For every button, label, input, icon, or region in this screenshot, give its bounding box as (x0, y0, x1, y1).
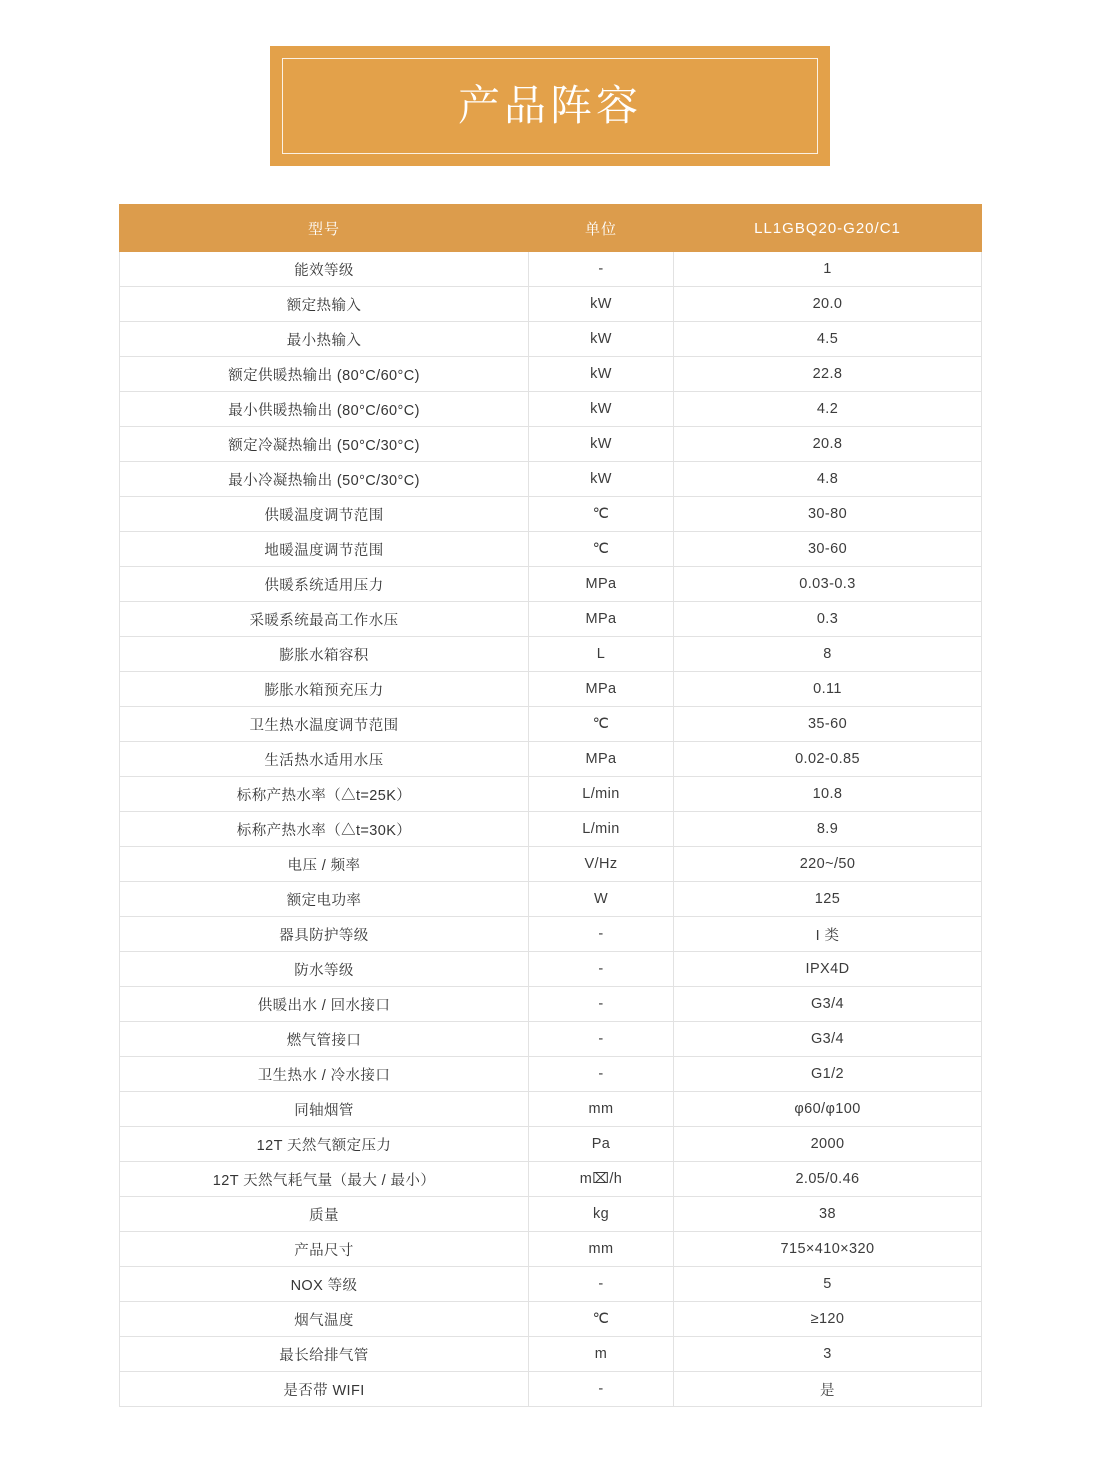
cell-parameter-name: 器具防护等级 (120, 917, 529, 952)
cell-parameter-name: 供暖出水 / 回水接口 (120, 987, 529, 1022)
cell-unit: kW (529, 392, 674, 427)
cell-unit: MPa (529, 567, 674, 602)
cell-unit: ℃ (529, 707, 674, 742)
table-row (120, 567, 982, 602)
banner-container (0, 46, 1100, 166)
cell-parameter-name: 同轴烟管 (120, 1092, 529, 1127)
cell-unit: kW (529, 462, 674, 497)
cell-parameter-name: 是否带 WIFI (120, 1372, 529, 1407)
spec-table-head (120, 205, 982, 252)
cell-parameter-name: 额定热输入 (120, 287, 529, 322)
spec-table-body (120, 252, 982, 1407)
cell-parameter-name: NOX 等级 (120, 1267, 529, 1302)
cell-value: 0.02-0.85 (674, 742, 982, 777)
cell-value: 4.5 (674, 322, 982, 357)
title-banner (270, 46, 830, 166)
cell-value: 20.0 (674, 287, 982, 322)
cell-parameter-name: 电压 / 频率 (120, 847, 529, 882)
table-row (120, 1057, 982, 1092)
table-header-row (120, 205, 982, 252)
cell-value: I 类 (674, 917, 982, 952)
cell-value: 125 (674, 882, 982, 917)
cell-value: 0.11 (674, 672, 982, 707)
table-row (120, 707, 982, 742)
cell-parameter-name: 产品尺寸 (120, 1232, 529, 1267)
cell-unit: ℃ (529, 497, 674, 532)
table-row (120, 252, 982, 287)
cell-value: 35-60 (674, 707, 982, 742)
cell-value: 30-80 (674, 497, 982, 532)
table-row (120, 847, 982, 882)
table-row (120, 672, 982, 707)
cell-parameter-name: 质量 (120, 1197, 529, 1232)
cell-parameter-name: 膨胀水箱预充压力 (120, 672, 529, 707)
cell-parameter-name: 额定电功率 (120, 882, 529, 917)
cell-parameter-name: 最小冷凝热输出 (50°C/30°C) (120, 462, 529, 497)
table-row (120, 1232, 982, 1267)
cell-value: G1/2 (674, 1057, 982, 1092)
cell-unit: mm (529, 1092, 674, 1127)
cell-parameter-name: 12T 天然气额定压力 (120, 1127, 529, 1162)
cell-unit: - (529, 952, 674, 987)
cell-value: 22.8 (674, 357, 982, 392)
cell-unit: m (529, 1337, 674, 1372)
cell-value: ≥120 (674, 1302, 982, 1337)
cell-value: 20.8 (674, 427, 982, 462)
bottom-spacer (0, 1407, 1100, 1467)
cell-value: IPX4D (674, 952, 982, 987)
cell-unit: MPa (529, 602, 674, 637)
cell-unit: m⌧/h (529, 1162, 674, 1197)
cell-unit: kW (529, 287, 674, 322)
cell-value: 220~/50 (674, 847, 982, 882)
cell-unit: ℃ (529, 532, 674, 567)
cell-unit: kg (529, 1197, 674, 1232)
table-row (120, 1267, 982, 1302)
cell-unit: - (529, 1057, 674, 1092)
cell-parameter-name: 卫生热水温度调节范围 (120, 707, 529, 742)
cell-unit: - (529, 1022, 674, 1057)
table-row (120, 1022, 982, 1057)
cell-value: 8 (674, 637, 982, 672)
cell-value: φ60/φ100 (674, 1092, 982, 1127)
cell-unit: kW (529, 322, 674, 357)
cell-parameter-name: 供暖系统适用压力 (120, 567, 529, 602)
table-row (120, 1302, 982, 1337)
cell-parameter-name: 最小供暖热输出 (80°C/60°C) (120, 392, 529, 427)
cell-unit: L (529, 637, 674, 672)
cell-unit: MPa (529, 672, 674, 707)
table-row (120, 637, 982, 672)
cell-value: 3 (674, 1337, 982, 1372)
cell-parameter-name: 卫生热水 / 冷水接口 (120, 1057, 529, 1092)
cell-parameter-name: 12T 天然气耗气量（最大 / 最小） (120, 1162, 529, 1197)
cell-value: 是 (674, 1372, 982, 1407)
cell-parameter-name: 地暖温度调节范围 (120, 532, 529, 567)
cell-unit: L/min (529, 812, 674, 847)
cell-value: 0.3 (674, 602, 982, 637)
table-row (120, 952, 982, 987)
cell-parameter-name: 供暖温度调节范围 (120, 497, 529, 532)
table-row (120, 287, 982, 322)
table-row (120, 322, 982, 357)
table-row (120, 462, 982, 497)
cell-unit: Pa (529, 1127, 674, 1162)
table-row (120, 882, 982, 917)
table-row (120, 357, 982, 392)
cell-parameter-name: 额定供暖热输出 (80°C/60°C) (120, 357, 529, 392)
table-row (120, 1372, 982, 1407)
cell-value: 2.05/0.46 (674, 1162, 982, 1197)
spec-table-container (119, 204, 981, 1407)
cell-parameter-name: 膨胀水箱容积 (120, 637, 529, 672)
spec-table (119, 204, 982, 1407)
cell-unit: kW (529, 427, 674, 462)
column-header-model: 型号 (120, 205, 529, 252)
cell-parameter-name: 最小热输入 (120, 322, 529, 357)
page-title: 产品阵容 (457, 82, 642, 129)
cell-value: 4.2 (674, 392, 982, 427)
table-row (120, 917, 982, 952)
table-row (120, 532, 982, 567)
cell-unit: MPa (529, 742, 674, 777)
cell-value: 2000 (674, 1127, 982, 1162)
cell-value: 715×410×320 (674, 1232, 982, 1267)
table-row (120, 812, 982, 847)
cell-value: 10.8 (674, 777, 982, 812)
cell-value: 8.9 (674, 812, 982, 847)
table-row (120, 497, 982, 532)
cell-unit: V/Hz (529, 847, 674, 882)
cell-parameter-name: 采暖系统最高工作水压 (120, 602, 529, 637)
cell-value: 38 (674, 1197, 982, 1232)
cell-unit: - (529, 987, 674, 1022)
table-row (120, 1162, 982, 1197)
cell-parameter-name: 生活热水适用水压 (120, 742, 529, 777)
cell-unit: - (529, 917, 674, 952)
cell-unit: kW (529, 357, 674, 392)
cell-parameter-name: 标称产热水率（△t=25K） (120, 777, 529, 812)
table-row (120, 1127, 982, 1162)
cell-value: 4.8 (674, 462, 982, 497)
table-row (120, 742, 982, 777)
title-banner-inner-border (282, 58, 818, 154)
cell-unit: - (529, 1372, 674, 1407)
cell-unit: mm (529, 1232, 674, 1267)
cell-parameter-name: 燃气管接口 (120, 1022, 529, 1057)
column-header-unit: 单位 (529, 205, 674, 252)
cell-value: 30-60 (674, 532, 982, 567)
table-row (120, 1197, 982, 1232)
table-row (120, 392, 982, 427)
cell-parameter-name: 防水等级 (120, 952, 529, 987)
table-row (120, 602, 982, 637)
table-row (120, 987, 982, 1022)
cell-value: G3/4 (674, 1022, 982, 1057)
cell-unit: - (529, 252, 674, 287)
table-row (120, 1092, 982, 1127)
cell-parameter-name: 额定冷凝热输出 (50°C/30°C) (120, 427, 529, 462)
cell-unit: L/min (529, 777, 674, 812)
cell-value: G3/4 (674, 987, 982, 1022)
cell-unit: - (529, 1267, 674, 1302)
cell-parameter-name: 标称产热水率（△t=30K） (120, 812, 529, 847)
table-row (120, 777, 982, 812)
cell-value: 0.03-0.3 (674, 567, 982, 602)
cell-value: 1 (674, 252, 982, 287)
cell-parameter-name: 烟气温度 (120, 1302, 529, 1337)
cell-parameter-name: 能效等级 (120, 252, 529, 287)
table-row (120, 427, 982, 462)
column-header-value: LL1GBQ20-G20/C1 (674, 205, 982, 252)
cell-value: 5 (674, 1267, 982, 1302)
cell-parameter-name: 最长给排气管 (120, 1337, 529, 1372)
table-row (120, 1337, 982, 1372)
cell-unit: ℃ (529, 1302, 674, 1337)
cell-unit: W (529, 882, 674, 917)
